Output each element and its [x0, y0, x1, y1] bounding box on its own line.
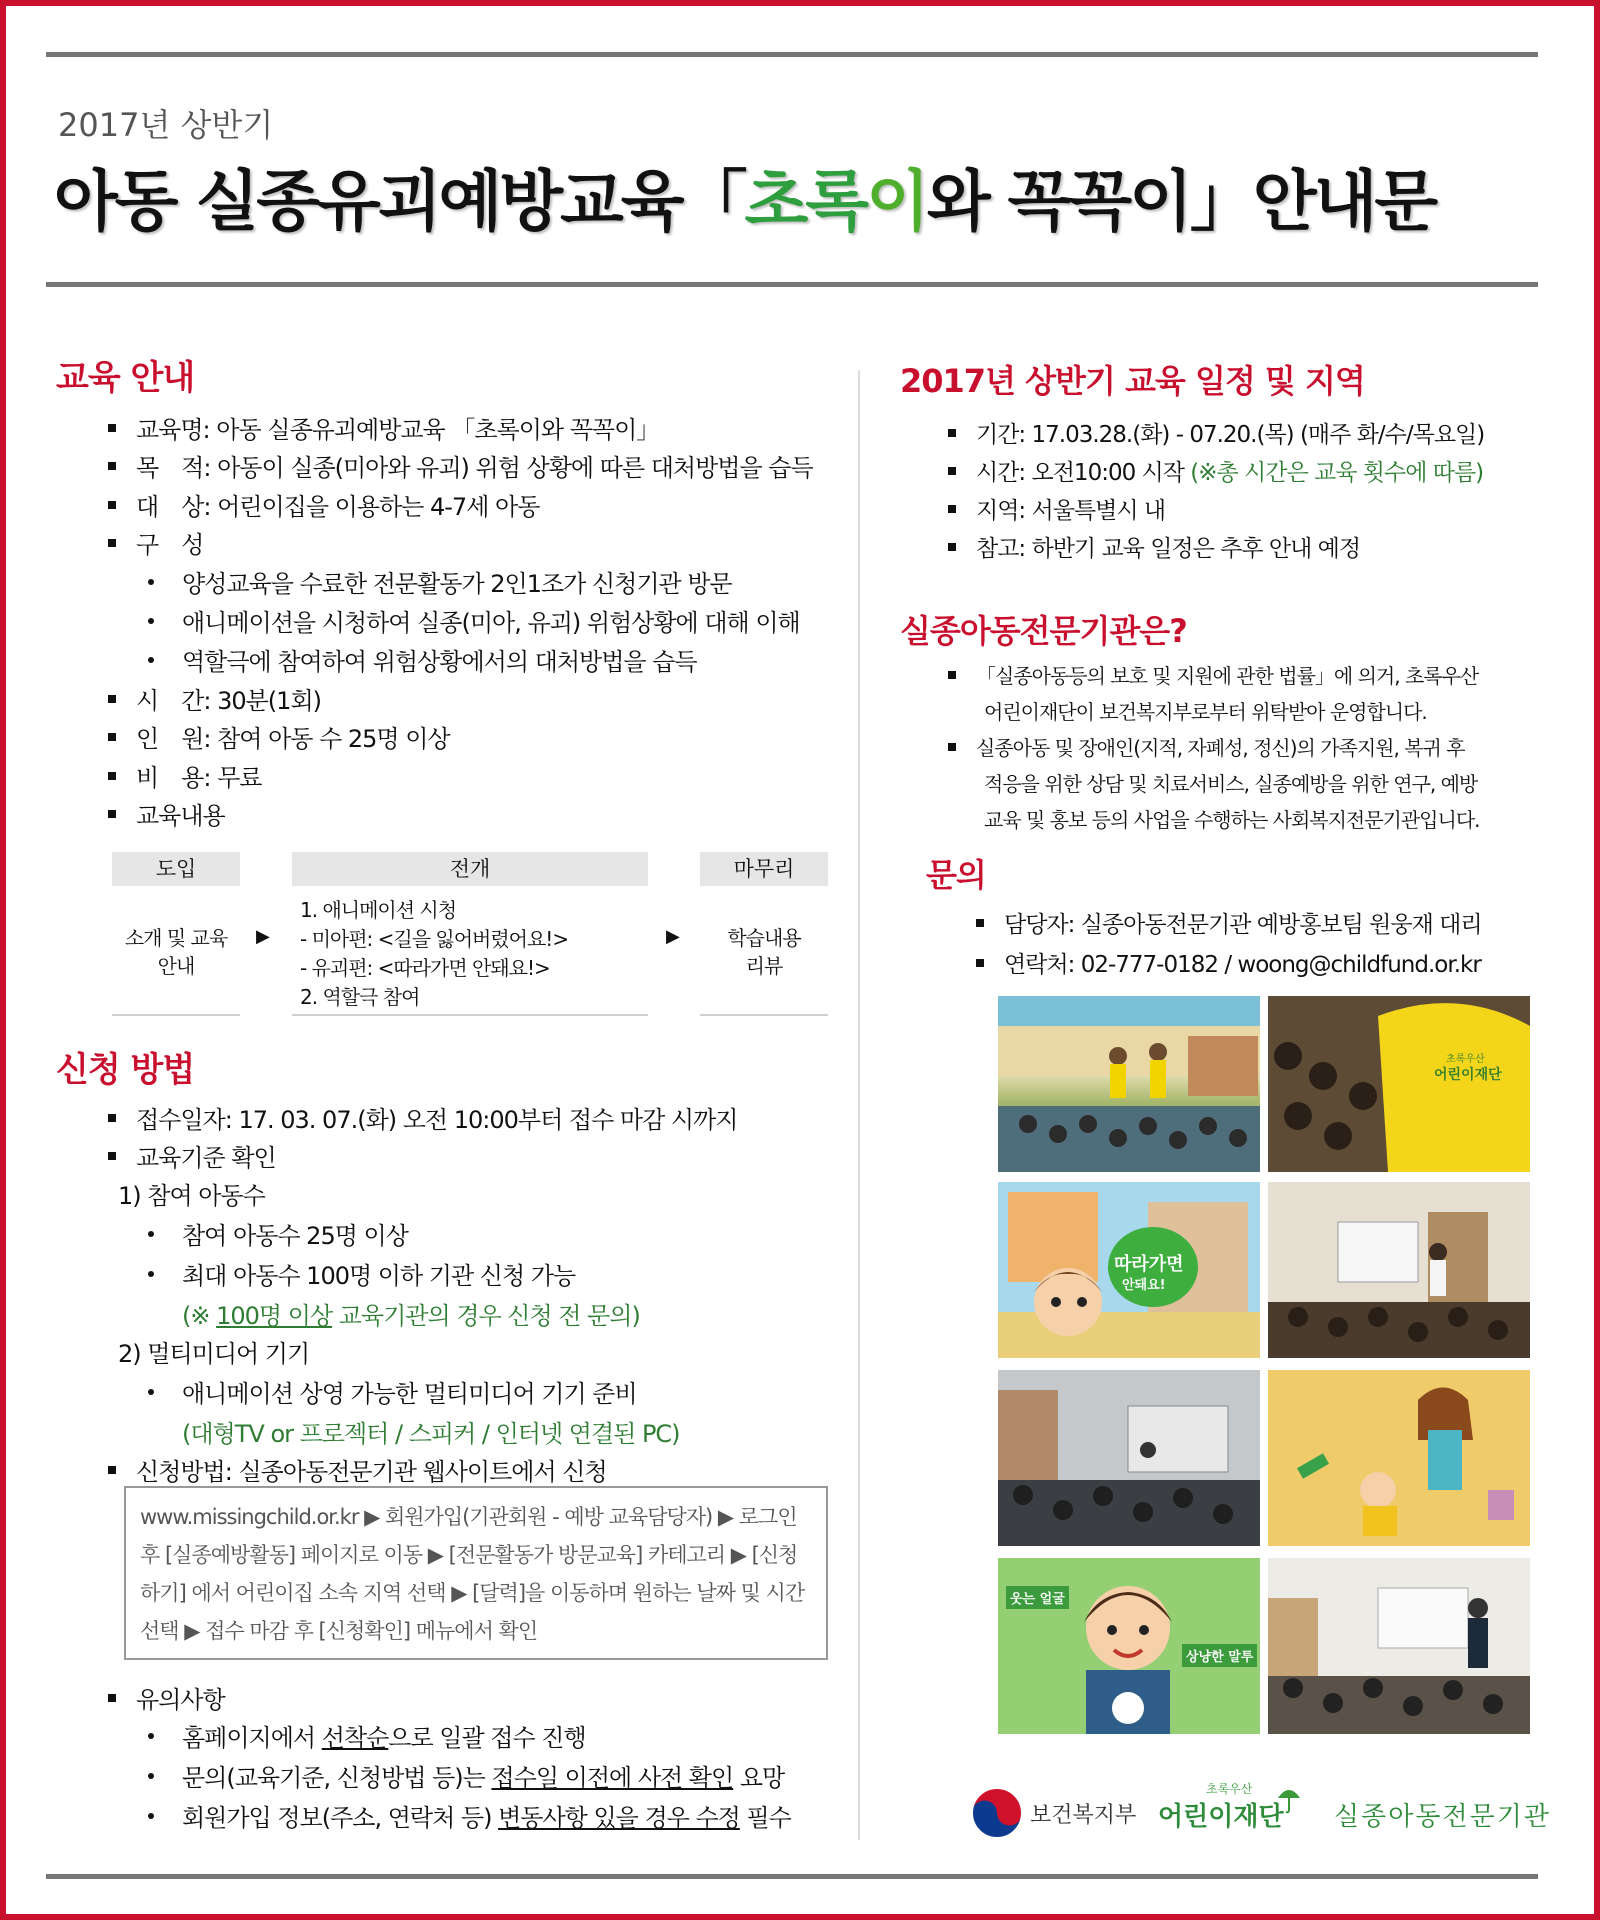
apply-notes-head [108, 1680, 225, 1715]
square-bullet-icon [108, 1114, 116, 1122]
square-bullet-icon [976, 959, 984, 967]
childfund-top-text: 초록우산 [1206, 1782, 1253, 1796]
square-bullet-icon [108, 733, 116, 741]
square-bullet-icon [108, 501, 116, 509]
play-arrow-icon: ▶ [666, 926, 680, 947]
apply-process-box: www.missingchild.or.kr ▶ 회원가입(기관회원 - 예방 교육담당자) ▶ 로그인 후 [실종예방활동] 페이지로 이동 ▶ [전문활동가 방문교육] 카테고리 ▶ [신청하기] 에서 어린이집 소속 지역 선택 ▶ [달력]을 이동하며 원하는 날짜 및 시간 선택 ▶ 접수 마감 후 [신청확인] 메뉴에서 확인 [124, 1486, 828, 1660]
agency-logo-text: 실종아동전문기관 [1334, 1802, 1551, 1832]
edu-item-composition [108, 525, 203, 560]
dot-bullet-icon [148, 1231, 154, 1237]
note-text: 필수 [739, 1804, 791, 1832]
square-bullet-icon [948, 543, 956, 551]
flow-main-cell [300, 896, 640, 1012]
header-rule [46, 282, 1538, 287]
dot-bullet-icon [148, 1271, 154, 1277]
photo-animation-teacher [998, 1558, 1260, 1734]
apply-sub1-note [182, 1296, 640, 1331]
note-text: (※ [182, 1302, 217, 1330]
page-subtitle: 2017년 상반기 [58, 106, 274, 144]
contact-phone [976, 946, 1481, 979]
schedule-time-note: (※총 시간은 교육 횟수에 따름) [1190, 460, 1484, 486]
anim-text-smile: 웃는 얼굴 [1006, 1586, 1069, 1609]
title-green-2: 이 [866, 163, 927, 240]
apply-method-text: 신청방법: 실종아동전문기관 웹사이트에서 신청 [136, 1458, 607, 1486]
column-divider [858, 370, 860, 1840]
flow-intro-line: 안내 [157, 954, 195, 978]
apply-sub2: 2) 멀티미디어 기기 [118, 1340, 310, 1368]
page-title [54, 148, 1435, 243]
agency-text: 「실종아동등의 보호 및 지원에 관한 법률」에 의거, 초록우산 [976, 664, 1479, 688]
square-bullet-icon [976, 919, 984, 927]
square-bullet-icon [108, 424, 116, 432]
square-bullet-icon [108, 772, 116, 780]
flow-intro-line: 소개 및 교육 [124, 926, 228, 950]
flow-main-line: 2. 역할극 참여 [300, 985, 420, 1009]
title-text-2: 와 꼭꼭이」안내문 [926, 163, 1436, 240]
note-text: 홈페이지에서 [182, 1724, 322, 1752]
apply-criteria-text: 교육기준 확인 [136, 1144, 276, 1172]
composition-text: 양성교육을 수료한 전문활동가 2인1조가 신청기관 방문 [182, 570, 732, 598]
agency-text: 실종아동 및 장애인(지적, 자폐성, 정신)의 가족지원, 복귀 후 [976, 736, 1465, 760]
apply-note-3 [148, 1798, 791, 1833]
note-text: 문의(교육기준, 신청방법 등)는 [182, 1764, 492, 1792]
edu-item-text: 시 간: 30분(1회) [136, 687, 321, 715]
edu-item-text: 목 적: 아동이 실종(미아와 유괴) 위험 상황에 따른 대처방법을 습득 [136, 454, 813, 482]
square-bullet-icon [948, 467, 956, 475]
square-bullet-icon [948, 429, 956, 437]
flow-head-main: 전개 [292, 852, 648, 886]
agency-heading: 실종아동전문기관은? [900, 612, 1187, 650]
mohw-emblem-svg [970, 1786, 1024, 1840]
composition-text: 애니메이션을 시청하여 실종(미아, 유괴) 위험상황에 대해 이해 [182, 609, 800, 637]
composition-item [148, 603, 800, 638]
apply-criteria [108, 1138, 276, 1173]
flow-bottom-line [112, 1014, 240, 1016]
contact-person [976, 906, 1482, 939]
schedule-period-text: 기간: 17.03.28.(화) - 07.20.(목) (매주 화/수/목요일) [976, 422, 1485, 448]
apply-receipt-text: 접수일자: 17. 03. 07.(화) 오전 10:00부터 접수 마감 시까지 [136, 1106, 738, 1134]
agency-p2 [948, 732, 1465, 761]
edu-item-text: 비 용: 무료 [136, 764, 262, 792]
yellow-shirt-illustration [1268, 996, 1530, 1172]
classroom-screen-illustration [1268, 1182, 1530, 1358]
square-bullet-icon [108, 1466, 116, 1474]
dot-bullet-icon [148, 1389, 154, 1395]
photo-classroom-projector [998, 1370, 1260, 1546]
mohw-logo-text: 보건복지부 [1030, 1803, 1137, 1828]
square-bullet-icon [108, 539, 116, 547]
schedule-ref-text: 참고: 하반기 교육 일정은 추후 안내 예정 [976, 536, 1361, 562]
square-bullet-icon [108, 1694, 116, 1702]
title-green-1: 초록 [744, 163, 867, 240]
apply-sub1-a-text: 참여 아동수 25명 이상 [182, 1222, 408, 1250]
square-bullet-icon [108, 695, 116, 703]
classroom-dance-illustration [998, 996, 1260, 1172]
classroom-teacher-illustration [1268, 1558, 1530, 1734]
photo-classroom-dance [998, 996, 1260, 1172]
note-text: 교육기관의 경우 신청 전 문의) [332, 1302, 640, 1330]
square-bullet-icon [948, 743, 956, 751]
apply-method [108, 1452, 607, 1487]
schedule-time-text: 시간: 오전10:00 시작 [976, 460, 1191, 486]
title-text-1: 아동 실종유괴예방교육「 [54, 163, 745, 240]
flow-main-line: - 유괴편: <따라가면 안돼요!> [300, 956, 550, 980]
schedule-region-text: 지역: 서울특별시 내 [976, 498, 1166, 524]
agency-p2-l3: 교육 및 홍보 등의 사업을 수행하는 사회복지전문기관입니다. [984, 808, 1480, 832]
square-bullet-icon [108, 1152, 116, 1160]
agency-p1-l2: 어린이재단이 보건복지부로부터 위탁받아 운영합니다. [984, 700, 1427, 724]
anim-text-kind: 상냥한 말투 [1182, 1644, 1257, 1667]
agency-p1 [948, 660, 1478, 689]
apply-note-1 [148, 1718, 586, 1753]
apply-note-2 [148, 1758, 784, 1793]
flow-bottom-line [292, 1014, 648, 1016]
flow-head-end: 마무리 [700, 852, 828, 886]
composition-text: 역할극에 참여하여 위험상황에서의 대처방법을 습득 [182, 648, 697, 676]
top-rule [46, 52, 1538, 57]
schedule-ref [948, 530, 1360, 563]
bottom-rule [46, 1874, 1538, 1879]
umbrella-icon [1276, 1784, 1302, 1814]
flow-head-intro: 도입 [112, 852, 240, 886]
flow-bottom-line [700, 1014, 828, 1016]
childfund-logo-text: 어린이재단 [1158, 1802, 1284, 1832]
edu-item-text: 교육명: 아동 실종유괴예방교육 「초록이와 꼭꼭이」 [136, 416, 660, 444]
schedule-heading: 2017년 상반기 교육 일정 및 지역 [900, 362, 1365, 400]
anim-text-nogo: 안돼요! [1122, 1278, 1166, 1293]
apply-sub1-a [148, 1216, 408, 1251]
edu-item-cost [108, 758, 261, 793]
dot-bullet-icon [148, 618, 154, 624]
edu-item-text: 구 성 [136, 531, 204, 559]
apply-sub1: 1) 참여 아동수 [118, 1182, 265, 1210]
square-bullet-icon [108, 810, 116, 818]
edu-item-people [108, 719, 450, 754]
edu-item-purpose [108, 448, 813, 483]
anim-text-follow: 따라가면 [1114, 1254, 1184, 1275]
dot-bullet-icon [148, 657, 154, 663]
schedule-time [948, 454, 1483, 487]
photo-classroom-teacher [1268, 1558, 1530, 1734]
edu-item-name [108, 410, 659, 445]
note-underline: 변동사항 있을 경우 수정 [498, 1804, 740, 1832]
flow-main-line: - 미아편: <길을 잃어버렸어요!> [300, 927, 569, 951]
square-bullet-icon [948, 505, 956, 513]
edu-item-text: 대 상: 어린이집을 이용하는 4-7세 아동 [136, 493, 540, 521]
flow-end-line: 학습내용 [727, 926, 801, 950]
flow-end-cell [700, 924, 828, 980]
dot-bullet-icon [148, 579, 154, 585]
dot-bullet-icon [148, 1773, 154, 1779]
schedule-region [948, 492, 1165, 525]
composition-item [148, 564, 732, 599]
shirt-text-small: 초록우산 [1446, 1054, 1485, 1065]
contact-person-text: 담당자: 실종아동전문기관 예방홍보팀 원웅재 대리 [1004, 912, 1482, 938]
note-underline: 100명 이상 [216, 1302, 333, 1330]
dot-bullet-icon [148, 1733, 154, 1739]
agency-p2-l2: 적응을 위한 상담 및 치료서비스, 실종예방을 위한 연구, 예방 [984, 772, 1478, 796]
apply-sub2-note: (대형TV or 프로젝터 / 스피커 / 인터넷 연결된 PC) [182, 1420, 680, 1448]
mohw-emblem-icon [970, 1786, 1024, 1840]
apply-notes-text: 유의사항 [136, 1686, 225, 1714]
note-text: 회원가입 정보(주소, 연락처 등) [182, 1804, 499, 1832]
apply-receipt [108, 1100, 737, 1135]
umbrella-svg [1276, 1784, 1302, 1814]
photo-yellow-shirt [1268, 996, 1530, 1172]
schedule-period [948, 416, 1484, 449]
apply-sub1-b [148, 1256, 575, 1291]
apply-sub2-a [148, 1374, 637, 1409]
flow-intro-cell [112, 924, 240, 980]
shirt-text-main: 어린이재단 [1434, 1067, 1502, 1083]
note-text: 으로 일괄 접수 진행 [388, 1724, 586, 1752]
apply-sub1-b-text: 최대 아동수 100명 이하 기관 신청 가능 [182, 1262, 576, 1290]
edu-item-time [108, 681, 321, 716]
apply-heading: 신청 방법 [56, 1050, 195, 1090]
contact-heading: 문의 [926, 856, 986, 894]
note-underline: 선착순 [321, 1724, 389, 1752]
apply-sub2-a-text: 애니메이션 상영 가능한 멀티미디어 기기 준비 [182, 1380, 637, 1408]
edu-item-text: 인 원: 참여 아동 수 25명 이상 [136, 725, 450, 753]
dot-bullet-icon [148, 1813, 154, 1819]
animation-pull-illustration [1268, 1370, 1530, 1546]
note-underline: 접수일 이전에 사전 확인 [491, 1764, 734, 1792]
edu-item-content [108, 796, 225, 831]
education-heading: 교육 안내 [56, 358, 195, 398]
flow-main-line: 1. 애니메이션 시청 [300, 898, 457, 922]
contact-phone-text: 연락처: 02-777-0182 / woong@childfund.or.kr [1004, 952, 1481, 978]
play-arrow-icon: ▶ [256, 926, 270, 947]
edu-item-text: 교육내용 [136, 802, 225, 830]
photo-animation-pull [1268, 1370, 1530, 1546]
flow-end-line: 리뷰 [745, 954, 783, 978]
photo-classroom-screen [1268, 1182, 1530, 1358]
note-text: 요망 [733, 1764, 785, 1792]
photo-animation-follow [998, 1182, 1260, 1358]
square-bullet-icon [948, 671, 956, 679]
composition-item [148, 642, 697, 677]
classroom-projector-illustration [998, 1370, 1260, 1546]
edu-item-target [108, 487, 539, 522]
square-bullet-icon [108, 462, 116, 470]
